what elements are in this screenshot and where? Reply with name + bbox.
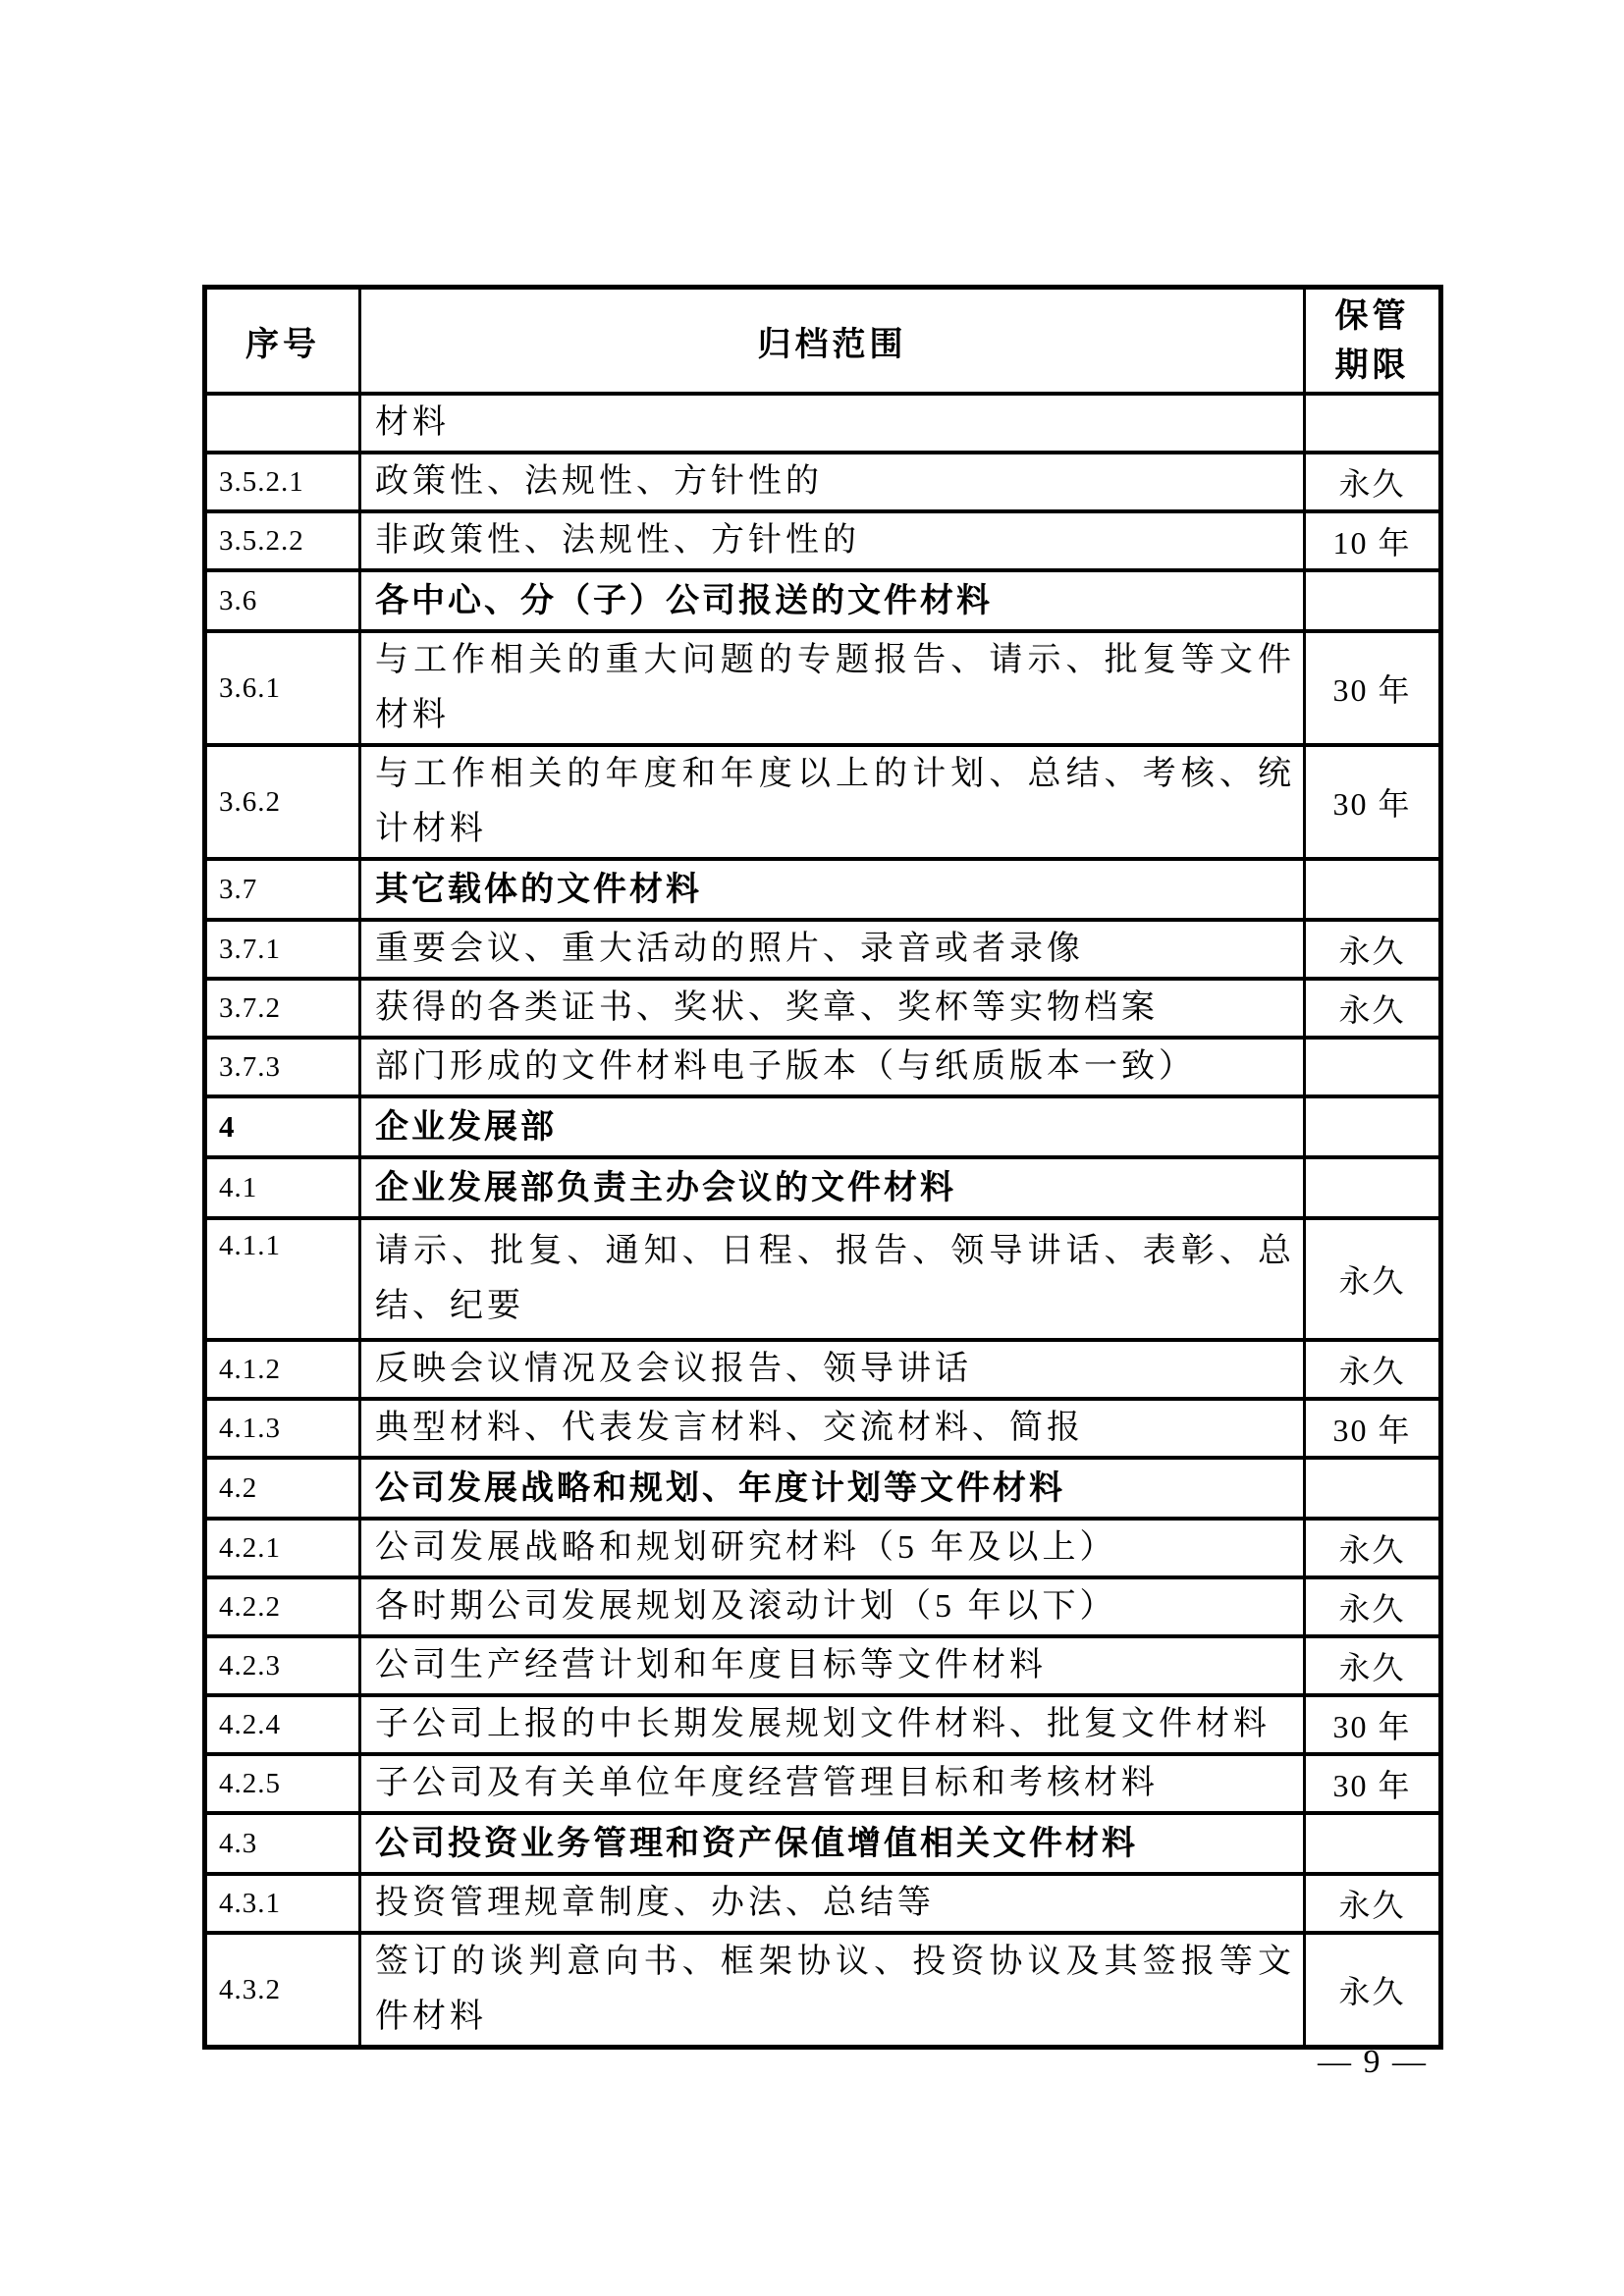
- table-row: [205, 394, 1441, 453]
- row-archive-scope: 子公司上报的中长期发展规划文件材料、批复文件材料: [360, 1695, 1305, 1754]
- row-serial-number: 4.3.2: [205, 1933, 360, 2048]
- row-archive-scope: 部门形成的文件材料电子版本（与纸质版本一致）: [360, 1038, 1305, 1096]
- table-header-row: [205, 288, 1441, 395]
- table-row: [205, 920, 1441, 979]
- row-retention-period: 永久: [1305, 979, 1441, 1038]
- row-retention-period: 10 年: [1305, 511, 1441, 570]
- row-retention-period: [1305, 394, 1441, 453]
- row-archive-scope: 各中心、分（子）公司报送的文件材料: [360, 570, 1305, 631]
- table-row: [205, 1340, 1441, 1399]
- row-retention-period: [1305, 859, 1441, 920]
- table-row: [205, 570, 1441, 631]
- row-archive-scope: 与工作相关的重大问题的专题报告、请示、批复等文件材料: [360, 631, 1305, 745]
- row-retention-period: 永久: [1305, 1218, 1441, 1340]
- row-retention-period: 30 年: [1305, 745, 1441, 859]
- row-serial-number: 4.3.1: [205, 1874, 360, 1933]
- table-row: [205, 1874, 1441, 1933]
- row-serial-number: 4.3: [205, 1813, 360, 1874]
- table-row: [205, 1399, 1441, 1458]
- row-serial-number: 4.2: [205, 1458, 360, 1519]
- row-serial-number: 4: [205, 1096, 360, 1157]
- header-retention-line2: 期限: [1334, 347, 1410, 384]
- row-serial-number: 4.2.5: [205, 1754, 360, 1813]
- row-retention-period: 永久: [1305, 1577, 1441, 1636]
- row-archive-scope: 公司发展战略和规划、年度计划等文件材料: [360, 1458, 1305, 1519]
- row-archive-scope: 与工作相关的年度和年度以上的计划、总结、考核、统计材料: [360, 745, 1305, 859]
- row-archive-scope: 反映会议情况及会议报告、领导讲话: [360, 1340, 1305, 1399]
- table-row: [205, 1695, 1441, 1754]
- row-retention-period: [1305, 1157, 1441, 1218]
- row-retention-period: 永久: [1305, 1874, 1441, 1933]
- row-archive-scope: 请示、批复、通知、日程、报告、领导讲话、表彰、总结、纪要: [360, 1218, 1305, 1340]
- row-retention-period: 永久: [1305, 1340, 1441, 1399]
- row-serial-number: 4.1: [205, 1157, 360, 1218]
- row-serial-number: 3.7.1: [205, 920, 360, 979]
- row-retention-period: [1305, 1096, 1441, 1157]
- row-archive-scope: 企业发展部: [360, 1096, 1305, 1157]
- row-archive-scope: 非政策性、法规性、方针性的: [360, 511, 1305, 570]
- header-retention-line1: 保管: [1334, 297, 1410, 335]
- row-serial-number: 3.7: [205, 859, 360, 920]
- row-serial-number: 4.2.4: [205, 1695, 360, 1754]
- row-serial-number: 3.5.2.2: [205, 511, 360, 570]
- row-serial-number: 4.2.1: [205, 1519, 360, 1577]
- row-retention-period: [1305, 1038, 1441, 1096]
- row-retention-period: 永久: [1305, 453, 1441, 511]
- row-serial-number: 4.1.3: [205, 1399, 360, 1458]
- row-archive-scope: 其它载体的文件材料: [360, 859, 1305, 920]
- table-row: [205, 453, 1441, 511]
- table-row: [205, 979, 1441, 1038]
- row-retention-period: 永久: [1305, 920, 1441, 979]
- table-row: [205, 745, 1441, 859]
- row-retention-period: 30 年: [1305, 1695, 1441, 1754]
- row-retention-period: 30 年: [1305, 631, 1441, 745]
- table-row: [205, 859, 1441, 920]
- row-archive-scope: 投资管理规章制度、办法、总结等: [360, 1874, 1305, 1933]
- row-retention-period: [1305, 1813, 1441, 1874]
- row-archive-scope: 典型材料、代表发言材料、交流材料、简报: [360, 1399, 1305, 1458]
- header-archive-scope: 归档范围: [360, 288, 1305, 395]
- row-serial-number: 4.1.2: [205, 1340, 360, 1399]
- row-serial-number: 3.7.3: [205, 1038, 360, 1096]
- table-row: [205, 1038, 1441, 1096]
- table-row: [205, 1458, 1441, 1519]
- table-row: [205, 1636, 1441, 1695]
- row-serial-number: [205, 394, 360, 453]
- row-retention-period: 永久: [1305, 1933, 1441, 2048]
- row-archive-scope: 子公司及有关单位年度经营管理目标和考核材料: [360, 1754, 1305, 1813]
- row-serial-number: 4.2.2: [205, 1577, 360, 1636]
- row-serial-number: 4.1.1: [205, 1218, 360, 1340]
- row-serial-number: 4.2.3: [205, 1636, 360, 1695]
- table-row: [205, 1157, 1441, 1218]
- row-retention-period: [1305, 1458, 1441, 1519]
- row-serial-number: 3.6: [205, 570, 360, 631]
- row-retention-period: 永久: [1305, 1636, 1441, 1695]
- row-retention-period: 30 年: [1305, 1754, 1441, 1813]
- header-serial-number: 序号: [205, 288, 360, 395]
- row-archive-scope: 获得的各类证书、奖状、奖章、奖杯等实物档案: [360, 979, 1305, 1038]
- row-archive-scope: 政策性、法规性、方针性的: [360, 453, 1305, 511]
- table-row: [205, 1218, 1441, 1340]
- row-archive-scope: 公司投资业务管理和资产保值增值相关文件材料: [360, 1813, 1305, 1874]
- row-archive-scope: 各时期公司发展规划及滚动计划（5 年以下）: [360, 1577, 1305, 1636]
- table-row: [205, 1933, 1441, 2048]
- table-row: [205, 511, 1441, 570]
- archive-scope-table: [202, 285, 1443, 2050]
- row-serial-number: 3.5.2.1: [205, 453, 360, 511]
- table-row: [205, 1577, 1441, 1636]
- row-retention-period: 30 年: [1305, 1399, 1441, 1458]
- table-row: [205, 631, 1441, 745]
- header-retention-period: [1305, 288, 1441, 395]
- row-archive-scope: 重要会议、重大活动的照片、录音或者录像: [360, 920, 1305, 979]
- row-archive-scope: 企业发展部负责主办会议的文件材料: [360, 1157, 1305, 1218]
- row-serial-number: 3.6.1: [205, 631, 360, 745]
- row-archive-scope: 签订的谈判意向书、框架协议、投资协议及其签报等文件材料: [360, 1933, 1305, 2048]
- table-row: [205, 1813, 1441, 1874]
- table-row: [205, 1096, 1441, 1157]
- row-serial-number: 3.7.2: [205, 979, 360, 1038]
- row-retention-period: 永久: [1305, 1519, 1441, 1577]
- table-row: [205, 1519, 1441, 1577]
- table-row: [205, 1754, 1441, 1813]
- row-archive-scope: 材料: [360, 394, 1305, 453]
- row-retention-period: [1305, 570, 1441, 631]
- row-archive-scope: 公司生产经营计划和年度目标等文件材料: [360, 1636, 1305, 1695]
- row-archive-scope: 公司发展战略和规划研究材料（5 年及以上）: [360, 1519, 1305, 1577]
- page-number: — 9 —: [1318, 2044, 1428, 2080]
- row-serial-number: 3.6.2: [205, 745, 360, 859]
